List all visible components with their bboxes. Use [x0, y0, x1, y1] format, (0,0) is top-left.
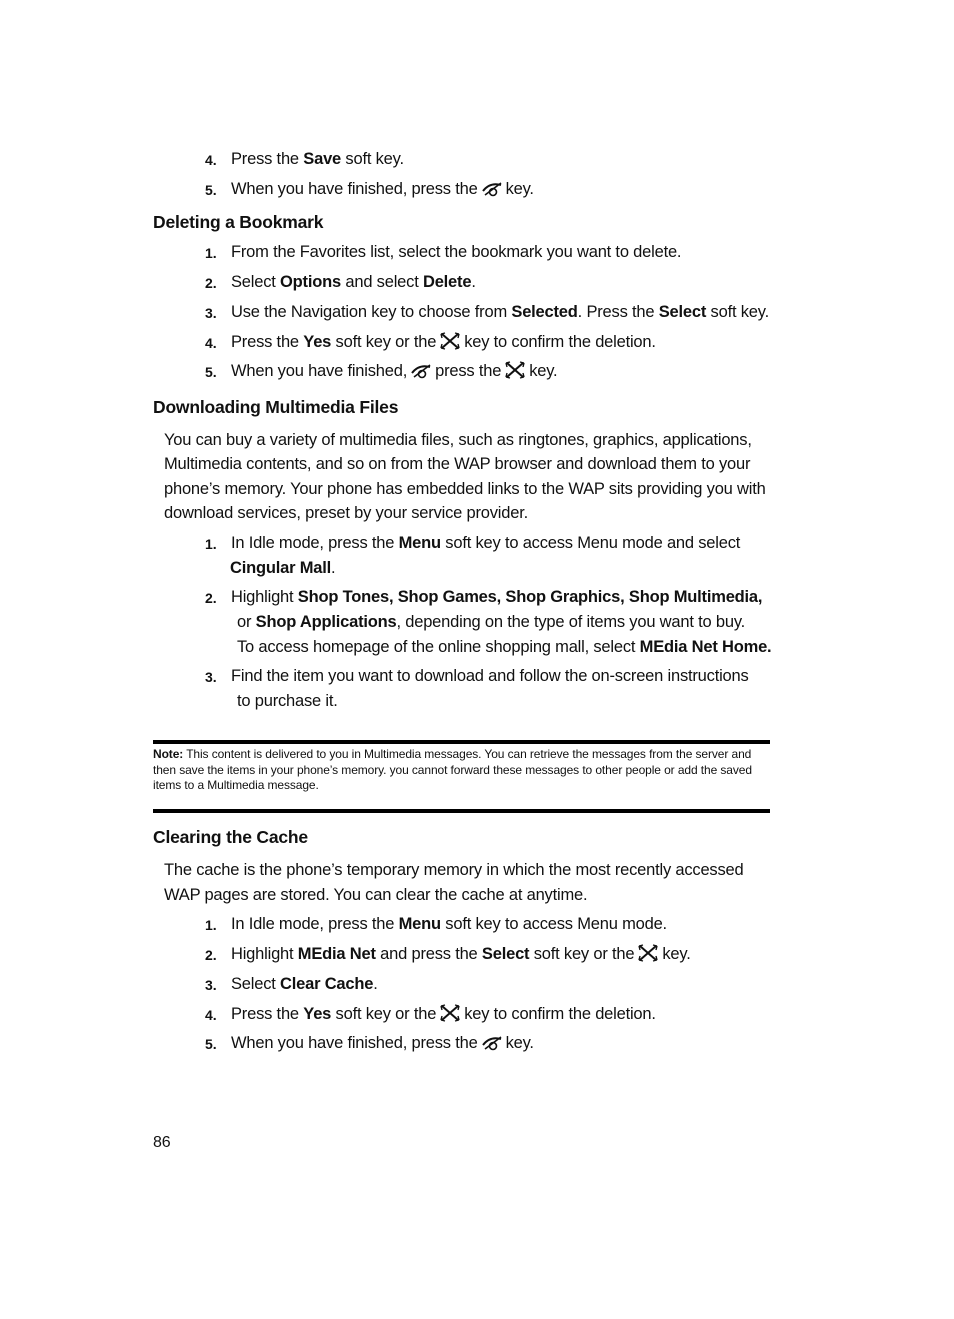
- step-text: In Idle mode, press the Menu soft key to access Menu mode and select: [231, 534, 741, 552]
- section-heading: Deleting a Bookmark: [153, 212, 324, 232]
- step-number: 3.: [205, 305, 217, 321]
- step-number: 1.: [205, 245, 217, 261]
- ok-key-icon: [637, 944, 659, 962]
- step-number: 5.: [205, 1036, 217, 1052]
- step-number: 3.: [205, 669, 217, 685]
- step-text-continued: To access homepage of the online shopping mall, select MEdia Net Home.: [237, 638, 772, 656]
- step-number: 5.: [205, 364, 217, 380]
- paragraph-line: WAP pages are stored. You can clear the cache at anytime.: [164, 886, 588, 904]
- paragraph-line: Multimedia contents, and so on from the WAP browser and download them to your: [164, 455, 751, 473]
- step-text-continued: or Shop Applications, depending on the type of items you want to buy.: [237, 613, 746, 631]
- section-heading: Clearing the Cache: [153, 827, 308, 847]
- step-text: Select Options and select Delete.: [231, 273, 476, 291]
- step-text: Highlight MEdia Net and press the Select soft key or the key.: [231, 945, 691, 963]
- note-text: Note: This content is delivered to you in Multimedia messages. You can retrieve the messages from the server and then save the items in your phone’s memory. you cannot forward these messages to other people or add the saved items to a Multimedia message.: [153, 747, 752, 792]
- paragraph-line: phone’s memory. Your phone has embedded links to the WAP sits providing you with: [164, 480, 766, 498]
- end-key-icon: [481, 1035, 503, 1051]
- step-number: 2.: [205, 947, 217, 963]
- note-bottom-rule: [153, 809, 770, 813]
- ok-key-icon: [439, 332, 461, 350]
- ok-key-icon: [439, 1004, 461, 1022]
- step-number: 2.: [205, 275, 217, 291]
- step-number: 4.: [205, 1007, 217, 1023]
- section-heading: Downloading Multimedia Files: [153, 397, 399, 417]
- step-number: 2.: [205, 590, 217, 606]
- step-number: 3.: [205, 977, 217, 993]
- step-text: Find the item you want to download and follow the on-screen instructions: [231, 667, 749, 685]
- step-number: 1.: [205, 917, 217, 933]
- step-number: 4.: [205, 152, 217, 168]
- step-number: 4.: [205, 335, 217, 351]
- paragraph-line: The cache is the phone’s temporary memory in which the most recently accessed: [164, 861, 744, 879]
- step-text: Press the Yes soft key or the key to confirm the deletion.: [231, 1005, 656, 1023]
- end-key-icon: [410, 363, 432, 379]
- step-text: Use the Navigation key to choose from Selected. Press the Select soft key.: [231, 303, 769, 321]
- step-text: In Idle mode, press the Menu soft key to access Menu mode.: [231, 915, 667, 933]
- step-text-continued: to purchase it.: [237, 692, 338, 710]
- step-text: Select Clear Cache.: [231, 975, 378, 993]
- step-text: When you have finished, press the key.: [231, 362, 558, 380]
- step-text: Press the Yes soft key or the key to confirm the deletion.: [231, 333, 656, 351]
- step-text: Highlight Shop Tones, Shop Games, Shop Graphics, Shop Multimedia,: [231, 588, 763, 606]
- step-text: When you have finished, press the key.: [231, 1034, 534, 1052]
- paragraph-line: You can buy a variety of multimedia files, such as ringtones, graphics, applications,: [164, 431, 752, 449]
- step-text-continued: Cingular Mall.: [230, 559, 336, 577]
- ok-key-icon: [504, 361, 526, 379]
- step-number: 5.: [205, 182, 217, 198]
- paragraph-line: download services, preset by your service provider.: [164, 504, 528, 522]
- step-text: From the Favorites list, select the bookmark you want to delete.: [231, 243, 682, 261]
- step-text: When you have finished, press the key.: [231, 180, 534, 198]
- end-key-icon: [481, 181, 503, 197]
- note-top-rule: [153, 740, 770, 744]
- step-text: Press the Save soft key.: [231, 150, 404, 168]
- page-number: 86: [153, 1134, 171, 1151]
- step-number: 1.: [205, 536, 217, 552]
